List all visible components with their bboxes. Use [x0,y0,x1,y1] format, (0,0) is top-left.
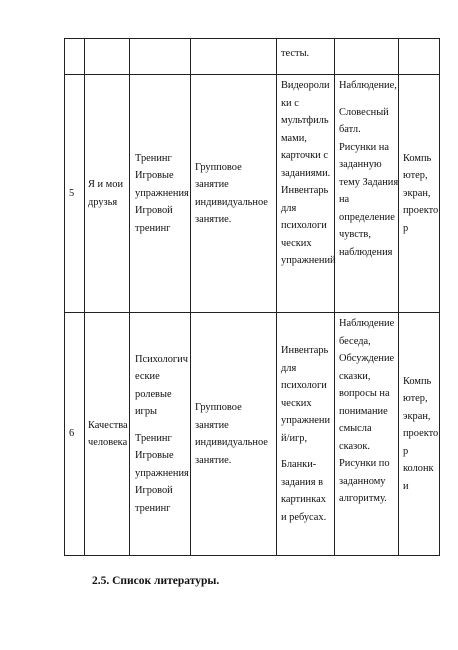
cell-text-line: Компь [403,375,432,387]
cell-text-line: Обсуждение [339,353,395,364]
cell-text-line: на [339,194,350,205]
row5-topic [88,75,123,312]
cell-text-line: Наблюдение [339,318,395,329]
column-divider [276,39,277,555]
cell-text-line: чувств, [339,229,371,240]
cell-text-line: экран, [403,187,431,199]
cell-text-line: й/игр, [281,432,308,444]
cell-text-line: мами, [281,132,307,144]
cell-text-line: игры [135,406,157,418]
cell-text-line: батл. [339,124,361,135]
cell-text-line: определение [339,211,395,223]
cell-text-line: Бланки- [281,459,317,470]
cell-text-line: Тренинг [135,152,172,164]
row6-materials [281,313,330,555]
column-divider [84,39,85,555]
cell-text-line: Качества [88,419,128,431]
cell-text-line: тренинг [135,222,171,234]
cell-text-line: алгоритму. [339,493,387,504]
cell-text-line: ки с [281,97,299,109]
cell-text-line: экран, [403,410,431,422]
cell-text-line: тренинг [135,502,171,514]
cell-text-line: Игровой [135,485,173,497]
cell-text-line: карточки с [281,150,328,161]
row5-methods [135,75,189,312]
cell-text-line: задания в [281,476,324,488]
cell-text-line: заданную [339,159,382,170]
cell-text-line: для [281,362,297,374]
cell-text-line: занятие. [195,214,232,225]
cell-text-line: проекто [403,205,439,217]
cell-text-line: Инвентарь [281,185,329,196]
row6-diagnostics [339,315,394,508]
cell-text-line: тему Задания [339,176,399,188]
cell-text-line: Инвентарь [281,345,329,356]
cell-text-line: р [403,445,409,457]
cell-text-line: ческих [281,397,312,409]
cell-text-line: ролевые [135,388,172,400]
row6-form [195,313,268,555]
row5-equipment [403,75,438,312]
row5-number: 5 [69,187,75,199]
cell-text-line: Игровые [135,170,174,182]
cell-text-line: Рисунки на [339,141,389,153]
cell-text-line: наблюдения [339,246,393,258]
cell-text-line: друзья [88,196,118,208]
cell-text-line: ческих [281,237,312,249]
cell-text-line: Рисунки по [339,458,390,469]
cell-text-line: Словесный [339,106,389,118]
cell-text-line: понимание [339,405,388,417]
cell-text-line: Групповое [195,402,242,413]
cell-text-line: картинках [281,494,326,505]
cell-text-line: человека [88,437,128,448]
cell-text-line: индивидуальное [195,437,268,448]
cell-text-line: Компь [403,152,432,164]
cell-text-line: и ребусах. [281,511,327,523]
cell-text-line: Игровой [135,205,173,217]
activity-table [64,38,440,556]
cell-text-line: психологи [281,220,327,231]
paragraph-gap [281,447,330,456]
cell-text-line: упражнени [281,415,331,426]
cell-text-line: заданному [339,475,386,487]
cell-text-line: р [403,222,409,234]
cell-text-line: индивидуальное [195,196,268,208]
cell-text-line: ютер, [403,170,428,182]
column-divider [190,39,191,555]
cell-text-line: мультфиль [281,115,329,126]
cell-text-line: проекто [403,428,439,440]
row6-equipment [403,313,438,555]
row5-materials [281,77,336,270]
cell-text-line: Наблюдение, [339,80,397,91]
top-row-materials: тесты. [281,48,310,59]
cell-text-line: упражнения [135,187,189,199]
cell-text-line: Игровые [135,450,174,462]
cell-text-line: занятие [195,419,229,431]
cell-text-line: упражнения [135,467,189,479]
column-divider [398,39,399,555]
section-heading: 2.5. Список литературы. [92,575,220,587]
paragraph-gap [135,421,189,430]
column-divider [129,39,130,555]
cell-text-line: сказки, [339,370,371,382]
row6-methods [135,313,189,555]
cell-text-line: занятие. [195,454,232,466]
cell-text-line: сказок. [339,440,370,452]
cell-text-line: занятие [195,179,229,190]
cell-text-line: еские [135,371,160,383]
cell-text-line: для [281,202,297,214]
row5-diagnostics [339,77,398,261]
row6-number: 6 [69,428,75,440]
cell-text-line: и [403,480,409,492]
row6-topic [88,313,128,555]
cell-text-line: упражнений [281,255,336,266]
cell-text-line: колонк [403,463,434,475]
cell-text-line: беседа, [339,335,371,347]
cell-text-line: ютер, [403,393,428,405]
paragraph-gap [339,95,398,104]
cell-text-line: Психологич [135,353,188,365]
cell-text-line: смысла [339,423,372,434]
cell-text-line: Я и мои [88,179,124,190]
row5-form [195,75,268,312]
cell-text-line: вопросы на [339,388,390,399]
cell-text-line: заданиями. [281,167,331,179]
cell-text-line: Групповое [195,161,242,173]
cell-text-line: психологи [281,380,327,391]
cell-text-line: Видеороли [281,80,330,91]
cell-text-line: Тренинг [135,432,172,444]
